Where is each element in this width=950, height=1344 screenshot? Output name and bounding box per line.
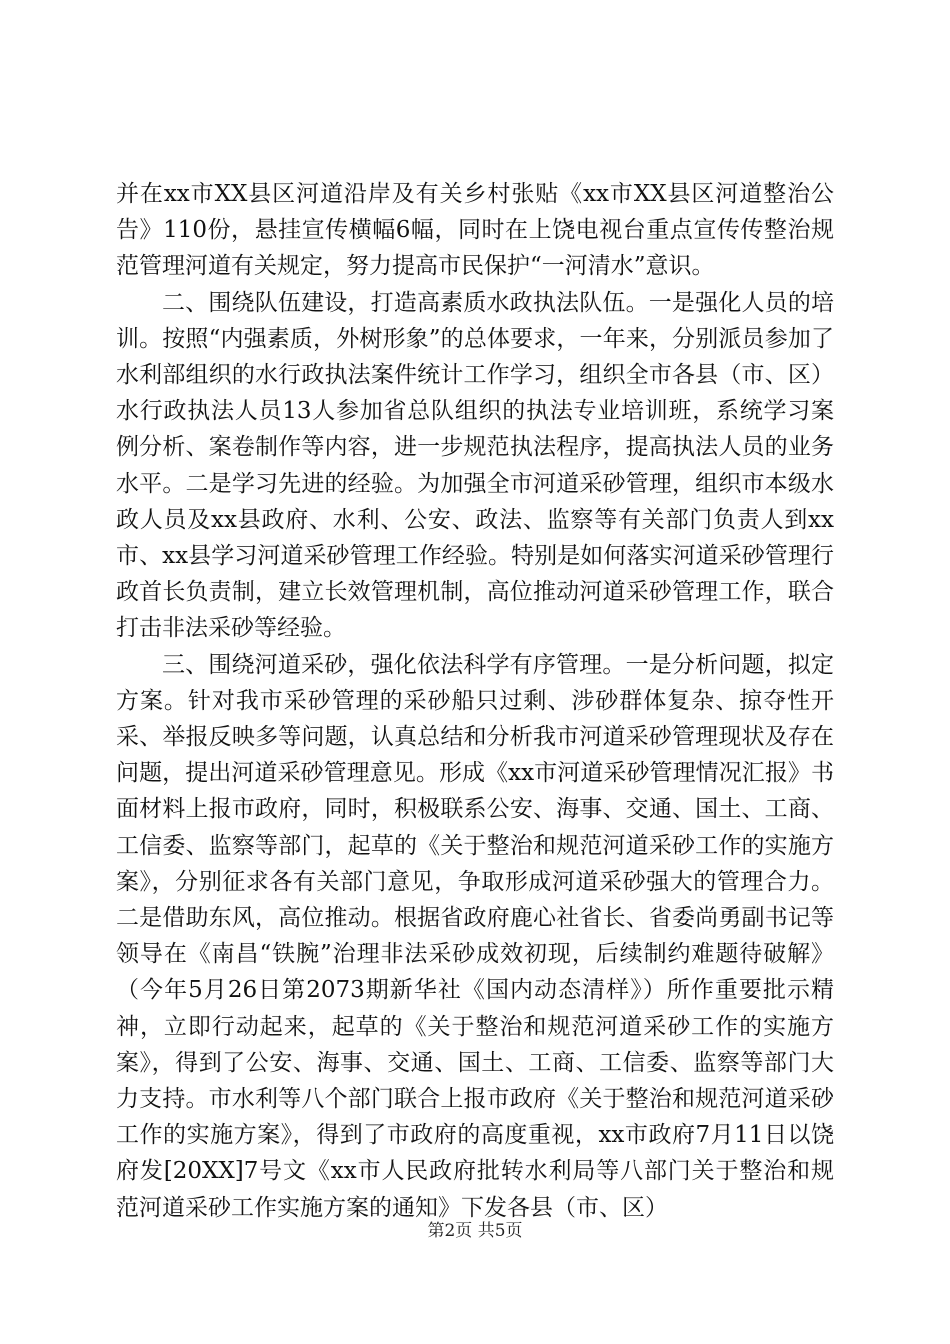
paragraph-continuation: 并在xx市XX县区河道沿岸及有关乡村张贴《xx市XX县区河道整治公告》110份，悬挂宣传横幅6幅，同时在上饶电视台重点宣传传整治规范管理河道有关规定，努力提高市民保护“一河清水”意识。 — [116, 181, 834, 280]
paragraph-team-building: 二、围绕队伍建设，打造高素质水政执法队伍。一是强化人员的培训。按照“内强素质，外树形象”的总体要求，一年来，分别派员参加了水利部组织的水行政执法案件统计工作学习，组织全市各县（市、区）水行政执法人员13人参加省总队组织的执法专业培训班，系统学习案例分析、案卷制作等内容，进一步规范执法程序，提高执法人员的业务水平。二是学习先进的经验。为加强全市河道采砂管理，组织市本级水政人员及xx县政府、水利、公安、政法、监察等有关部门负责人到xx市、xx县学习河道采砂管理工作经验。特别是如何落实河道采砂管理行政首长负责制，建立长效管理机制，高位推动河道采砂管理工作，联合打击非法采砂等经验。 — [116, 289, 834, 642]
document-body — [116, 176, 834, 1226]
page-number-footer: 第2页 共5页 — [427, 1221, 523, 1241]
paragraph-sand-mining: 三、围绕河道采砂，强化依法科学有序管理。一是分析问题，拟定方案。针对我市采砂管理的采砂船只过剩、涉砂群体复杂、掠夺性开采、举报反映多等问题，认真总结和分析我市河道采砂管理现状及存在问题，提出河道采砂管理意见。形成《xx市河道采砂管理情况汇报》书面材料上报市政府，同时，积极联系公安、海事、交通、国土、工商、工信委、监察等部门，起草的《关于整治和规范河道采砂工作的实施方案》，分别征求各有关部门意见，争取形成河道采砂强大的管理合力。二是借助东风，高位推动。根据省政府鹿心社省长、省委尚勇副书记等领导在《南昌“铁腕”治理非法采砂成效初现，后续制约难题待破解》（今年5月26日第2073期新华社《国内动态清样》）所作重要批示精神，立即行动起来，起草的《关于整治和规范河道采砂工作的实施方案》，得到了公安、海事、交通、国土、工商、工信委、监察等部门大力支持。市水利等八个部门联合上报市政府《关于整治和规范河道采砂工作的实施方案》，得到了市政府的高度重视，xx市政府7月11日以饶府发[20XX]7号文《xx市人民政府批转水利局等八部门关于整治和规范河道采砂工作实施方案的通知》下发各县（市、区） — [116, 651, 834, 1221]
